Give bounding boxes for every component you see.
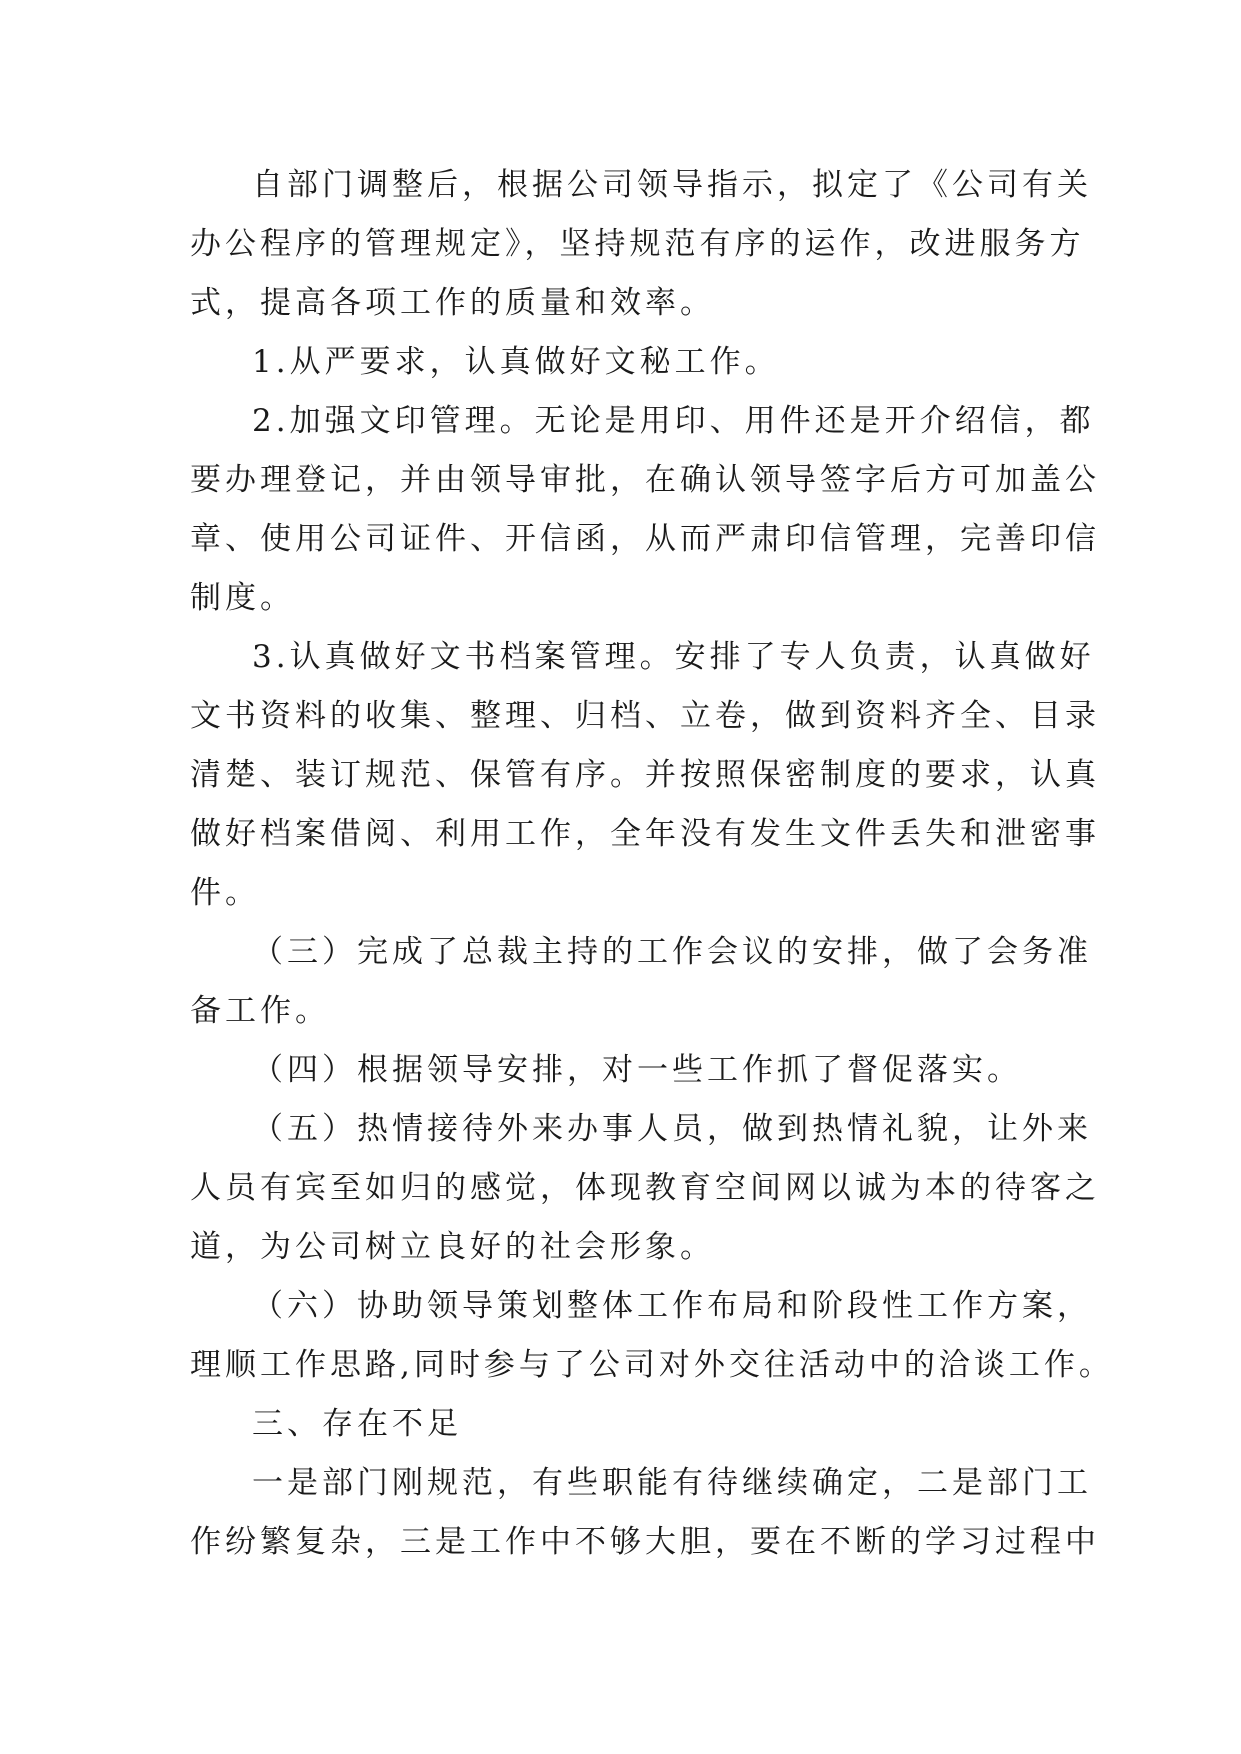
document-body	[190, 156, 1114, 1572]
text-line: 3.认真做好文书档案管理。安排了专人负责，认真做好	[252, 639, 1095, 675]
text-line: 一是部门刚规范，有些职能有待继续确定，二是部门工	[252, 1465, 1092, 1501]
text-line: 2.加强文印管理。无论是用印、用件还是开介绍信，都	[252, 403, 1095, 439]
section-heading: 三、存在不足	[252, 1406, 462, 1442]
text-line: （四）根据领导安排，对一些工作抓了督促落实。	[252, 1052, 1022, 1088]
text-line: 办公程序的管理规定》，坚持规范有序的运作，改进服务方	[190, 226, 1085, 262]
text-line: （五）热情接待外来办事人员，做到热情礼貌，让外来	[252, 1111, 1092, 1147]
text-line: （六）协助领导策划整体工作布局和阶段性工作方案，	[252, 1288, 1092, 1324]
text-line: 道，为公司树立良好的社会形象。	[190, 1229, 715, 1265]
text-line: 人员有宾至如归的感觉，体现教育空间网以诚为本的待客之	[190, 1170, 1100, 1206]
text-line: 式，提高各项工作的质量和效率。	[190, 285, 715, 321]
text-line: （三）完成了总裁主持的工作会议的安排，做了会务准	[252, 934, 1092, 970]
text-line: 文书资料的收集、整理、归档、立卷，做到资料齐全、目录	[190, 698, 1100, 734]
text-line: 作纷繁复杂，三是工作中不够大胆，要在不断的学习过程中	[190, 1524, 1100, 1560]
text-line: 制度。	[190, 580, 295, 616]
text-line: 1.从严要求，认真做好文秘工作。	[252, 344, 780, 380]
text-line: 清楚、装订规范、保管有序。并按照保密制度的要求，认真	[190, 757, 1100, 793]
text-line: 章、使用公司证件、开信函，从而严肃印信管理，完善印信	[190, 521, 1100, 557]
text-line: 自部门调整后，根据公司领导指示，拟定了《公司有关	[252, 167, 1092, 203]
text-line: 理顺工作思路,同时参与了公司对外交往活动中的洽谈工作。	[190, 1347, 1114, 1383]
text-line: 件。	[190, 875, 260, 911]
text-line: 备工作。	[190, 993, 330, 1029]
text-line: 要办理登记，并由领导审批，在确认领导签字后方可加盖公	[190, 462, 1100, 498]
text-line: 做好档案借阅、利用工作，全年没有发生文件丢失和泄密事	[190, 816, 1100, 852]
